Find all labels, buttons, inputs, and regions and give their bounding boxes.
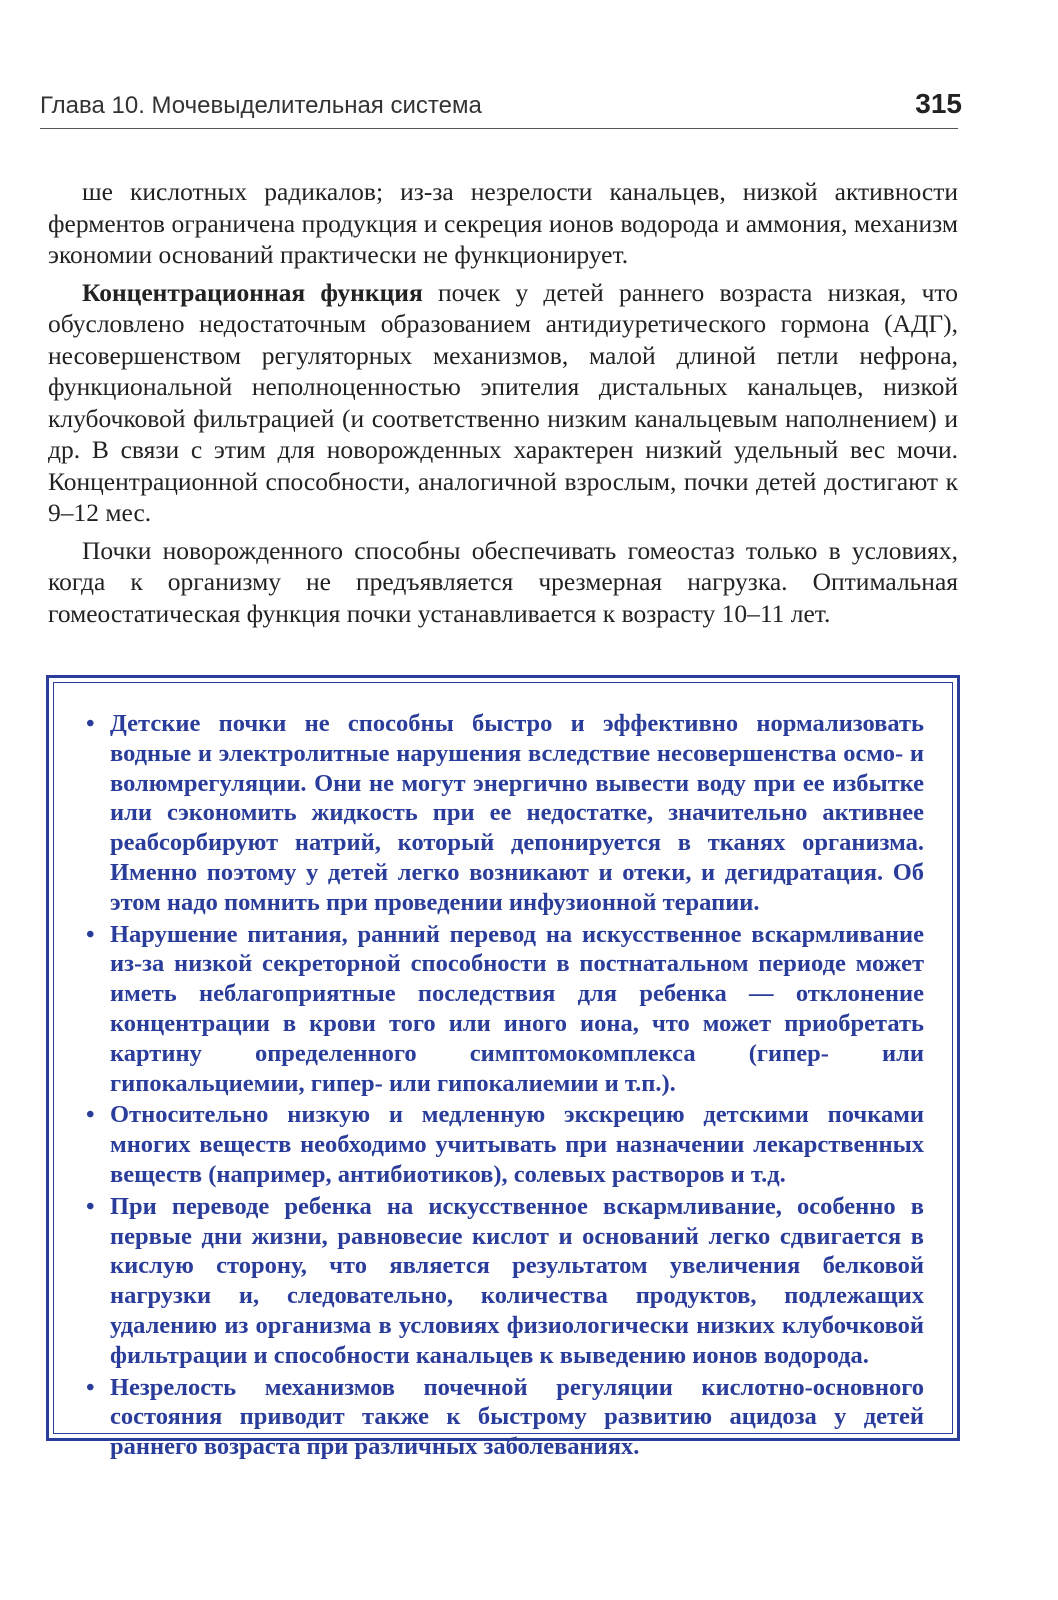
paragraph-2-term: Концентрационная функция [82, 277, 423, 307]
list-item-text: Незрелость механизмов почечной регуляции кислотно-основного состояния приводит также к быстрому развитию ацидоза у детей раннего возраста при различных заболеваниях. [110, 1373, 924, 1461]
key-points-box [46, 675, 960, 1461]
list-item [84, 1192, 924, 1371]
bullet-icon: • [86, 1373, 95, 1401]
list-item-text: Нарушение питания, ранний перевод на искусственное вскармливание из-за низкой секреторной способности в постнатальном периоде может иметь неблагоприятные последствия для ребенка — отклонение концентрации в крови того или иного иона, что может приобретать картину определенного симптомокомплекса (гипер- или гипокальциемии, гипер- или гипокалиемии и т.п.). [110, 920, 924, 1097]
paragraph-1: ше кислотных радикалов; из-за незрелости канальцев, низкой активности ферментов ограничена продукция и секреция ионов водорода и аммония, механизм экономии оснований практически не функционирует. [48, 177, 958, 269]
paragraph-3: Почки новорожденного способны обеспечивать гомеостаз только в условиях, когда к организму не предъявляется чрезмерная нагрузка. Оптимальная гомеостатическая функция почки устанавливается к возрасту 10–11 лет. [48, 535, 958, 628]
bullet-icon: • [86, 1192, 95, 1220]
paragraph-2 [48, 277, 958, 529]
bullet-icon: • [86, 1101, 95, 1129]
list-item-text: Детские почки не способны быстро и эффективно нормализовать водные и электролитные нарушения вследствие несовершенства осмо- и волюмрегуляции. Они не могут энергично вывести воду при ее избытке или сэкономить жидкость при ее недостатке, значительно активнее реабсорбируют натрий, который депонируется в тканях организма. Именно поэтому у детей легко возникают и отеки, и дегидратация. Об этом надо помнить при проведении инфузионной терапии. [110, 710, 924, 916]
chapter-title: Глава 10. Мочевыделительная система [40, 92, 482, 119]
bullet-icon: • [86, 710, 95, 737]
list-item-text: При переводе ребенка на искусственное вскармливание, особенно в первые дни жизни, равновесие кислот и оснований легко сдвигается в кислую сторону, что является результатом увеличения белковой нагрузки и, следовательно, количества продуктов, подлежащих удалению из организма в условиях физиологически низких клубочковой фильтрации и способности канальцев к выведению ионов водорода. [110, 1192, 924, 1369]
list-item [84, 709, 924, 918]
list-item-text: Относительно низкую и медленную экскрецию детскими почками многих веществ необходимо учитывать при назначении лекарственных веществ (например, антибиотиков), солевых растворов и т.д. [110, 1101, 924, 1188]
list-item [84, 1373, 924, 1462]
key-points-inner-frame [53, 682, 953, 1461]
bullet-icon: • [86, 920, 95, 948]
key-points-list [84, 709, 924, 1462]
list-item [84, 1100, 924, 1189]
body-text [48, 176, 958, 635]
list-item [84, 920, 924, 1099]
page-number: 315 [915, 88, 962, 119]
paragraph-2-text: почек у детей раннего возраста низкая, что обусловлено недостаточным образованием антидиуретического гормона (АДГ), несовершенством регуляторных механизмов, малой длиной петли нефрона, функциональной неполноценностью эпителия дистальных канальцев, низкой клубочковой фильтрацией (и соответственно низким канальцевым наполнением) и др. В связи с этим для новорожденных характерен низкий удельный вес мочи. Концентрационной способности, аналогичной взрослым, почки детей достигают к 9–12 мес. [48, 277, 958, 527]
page-header [40, 88, 962, 129]
